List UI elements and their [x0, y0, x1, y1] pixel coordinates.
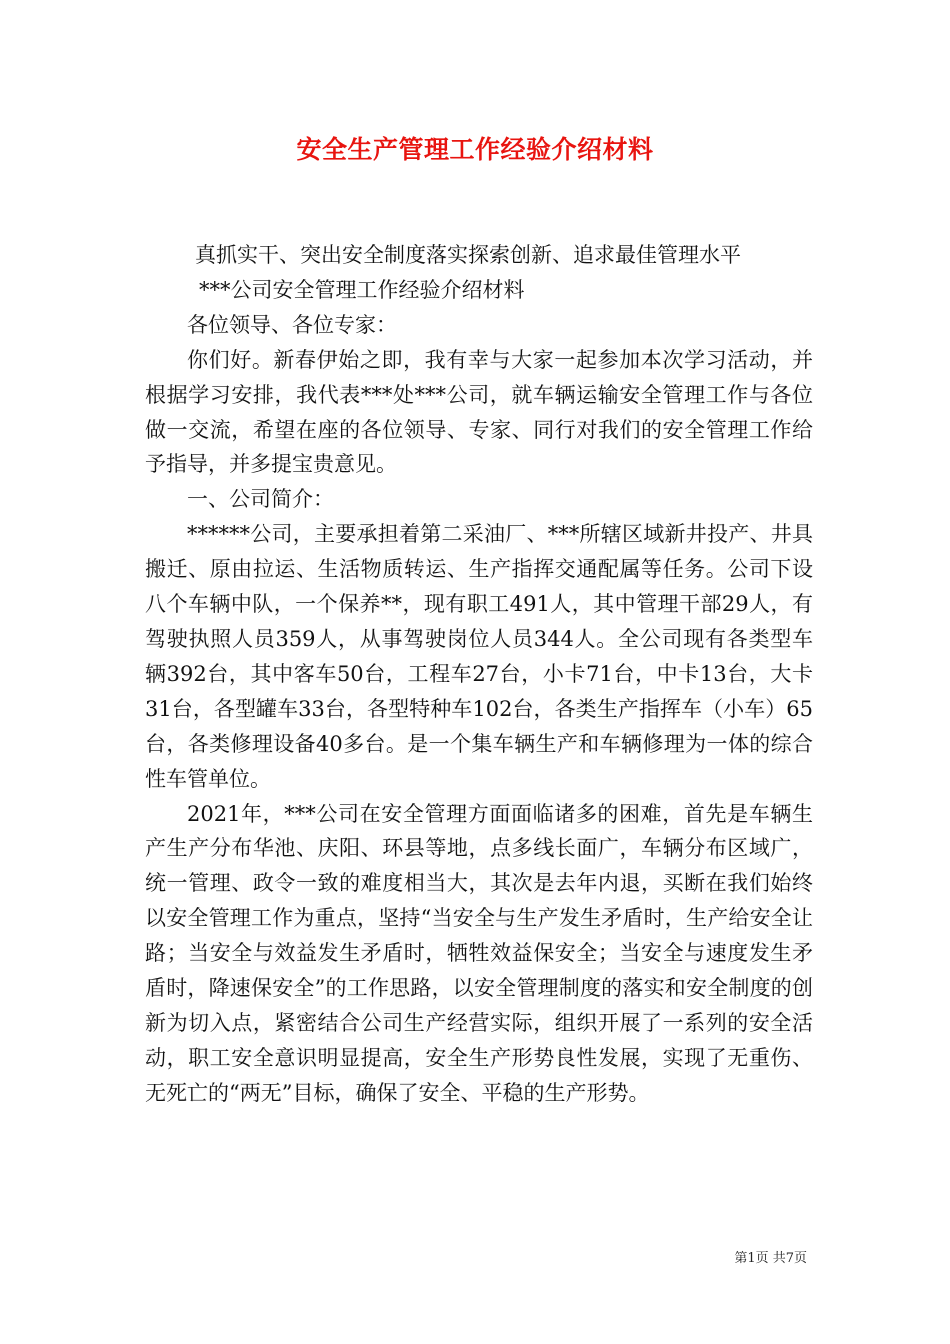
document-subtitle: 真抓实干、突出安全制度落实探索创新、追求最佳管理水平 — [195, 243, 741, 267]
section-heading-company-intro: 一、公司简介： — [187, 487, 334, 512]
paragraph-greeting: 你们好。新春伊始之即，我有幸与大家一起参加本次学习活动，并根据学习安排，我代表***处***公司，就车辆运输安全管理工作与各位做一交流，希望在座的各位领导、专家、同行对我们的安全管理工作给予指导，并多提宝贵意见。 — [145, 347, 813, 477]
page-number: 第1页 共7页 — [734, 1251, 807, 1266]
document-title: 安全生产管理工作经验介绍材料 — [296, 135, 654, 164]
salutation: 各位领导、各位专家： — [187, 312, 397, 337]
document-body — [145, 238, 813, 1111]
document-subheading: ***公司安全管理工作经验介绍材料 — [199, 277, 525, 302]
paragraph-company-intro: ******公司，主要承担着第二采油厂、***所辖区域新井投产、井具搬迁、原由拉运、生活物质转运、生产指挥交通配属等任务。公司下设八个车辆中队，一个保养**，现有职工491人，其中管理干部29人，有驾驶执照人员359人，从事驾驶岗位人员344人。全公司现有各类型车辆392台，其中客车50台，工程车27台，小卡71台，中卡13台，大卡31台，各型罐车33台，各型特种车102台，各类生产指挥车（小车）65台，各类修理设备40多台。是一个集车辆生产和车辆修理为一体的综合性车管单位。 — [145, 522, 813, 791]
paragraph-safety-2021: 2021年，***公司在安全管理方面面临诸多的困难，首先是车辆生产生产分布华池、庆阳、环县等地，点多线长面广，车辆分布区域广，统一管理、政令一致的难度相当大，其次是去年内退，买断在我们始终以安全管理工作为重点，坚持“当安全与生产发生矛盾时，生产给安全让路；当安全与效益发生矛盾时，牺牲效益保安全；当安全与速度发生矛盾时，降速保安全”的工作思路，以安全管理制度的落实和安全制度的创新为切入点，紧密结合公司生产经营实际，组织开展了一系列的安全活动，职工安全意识明显提高，安全生产形势良性发展，实现了无重伤、无死亡的“两无”目标，确保了安全、平稳的生产形势。 — [145, 801, 813, 1105]
